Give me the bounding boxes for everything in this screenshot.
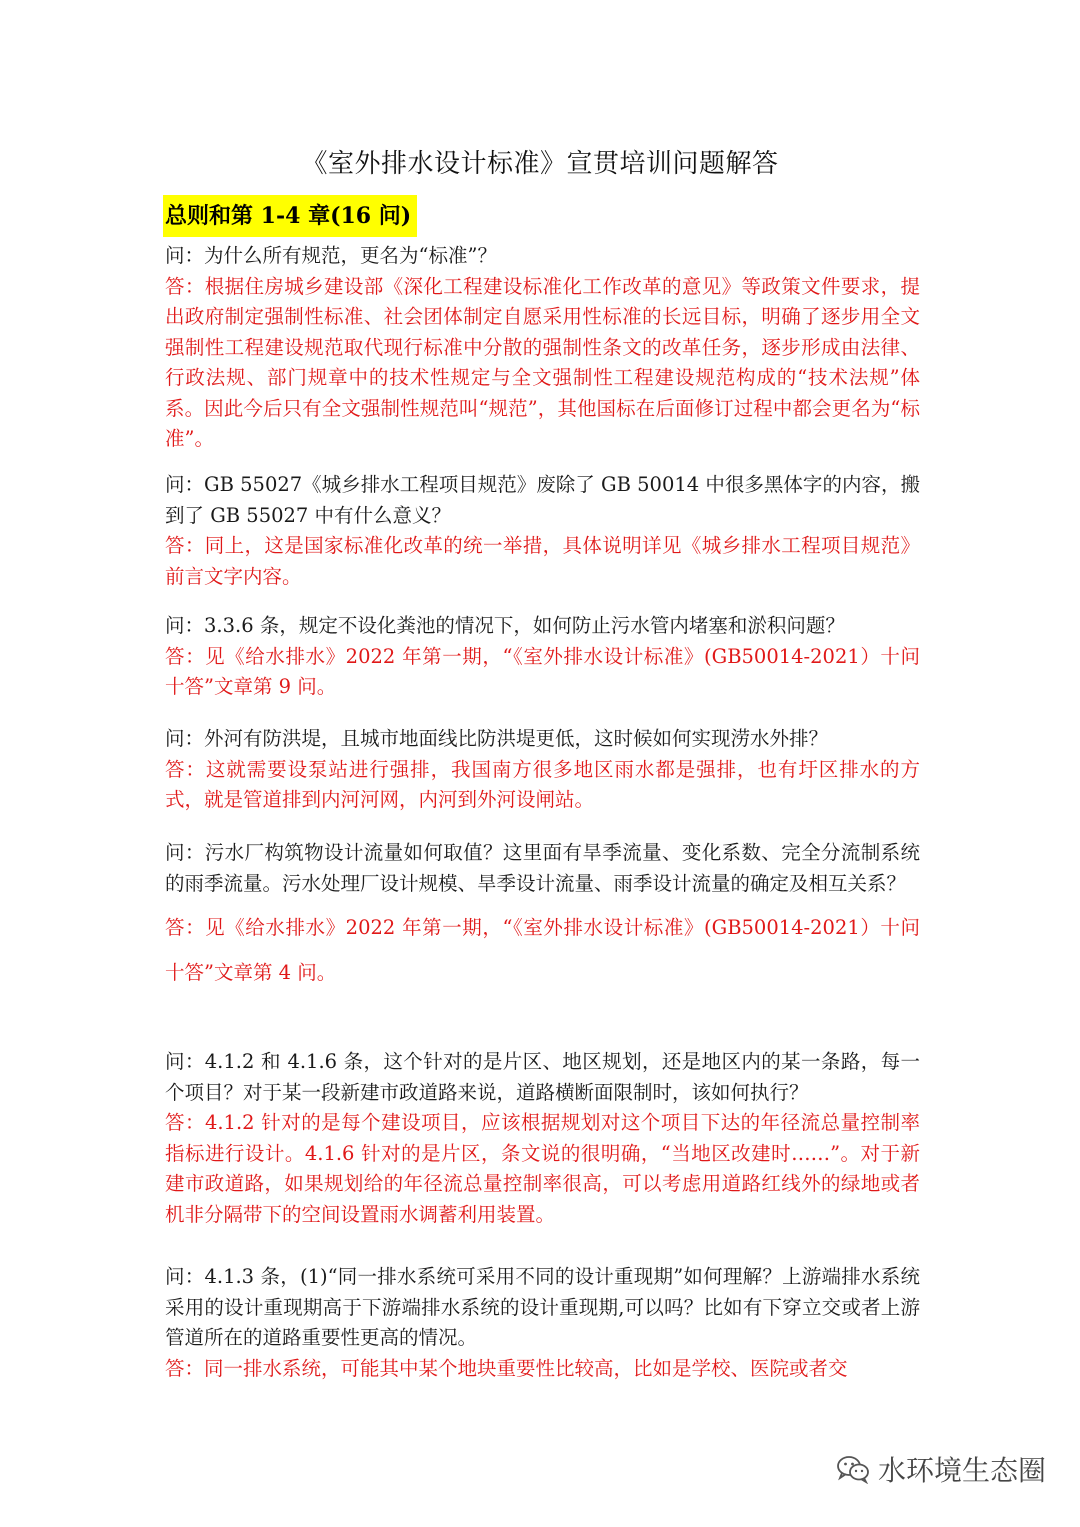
- question-6: 问：4.1.2 和 4.1.6 条，这个针对的是片区、地区规划，还是地区内的某一条路，每一个项目？对于某一段新建市政道路来说，道路横断面限制时，该如何执行？: [165, 1050, 920, 1104]
- qa-block-5: [165, 838, 920, 995]
- question-1: 问：为什么所有规范，更名为“标准”？: [165, 244, 497, 267]
- question-5: 问：污水厂构筑物设计流量如何取值？这里面有旱季流量、变化系数、完全分流制系统的雨季流量。污水处理厂设计规模、旱季设计流量、雨季设计流量的确定及相互关系？: [165, 841, 920, 895]
- watermark-text: 水环境生态圈: [877, 1454, 1046, 1487]
- watermark: [836, 1449, 1046, 1489]
- wechat-icon: [836, 1454, 870, 1484]
- question-2: 问：GB 55027《城乡排水工程项目规范》废除了 GB 50014 中很多黑体字的内容，搬到了 GB 55027 中有什么意义？: [165, 473, 920, 527]
- answer-1: 答：根据住房城乡建设部《深化工程建设标准化工作改革的意见》等政策文件要求，提出政府制定强制性标准、社会团体制定自愿采用性标准的长远目标，明确了逐步用全文强制性工程建设规范取代现行标准中分散的强制性条文的改革任务，逐步形成由法律、行政法规、部门规章中的技术性规定与全文强制性工程建设规范构成的“技术法规”体系。因此今后只有全文强制性规范叫“规范”，其他国标在后面修订过程中都会更名为“标准”。: [165, 274, 920, 450]
- qa-block-1: [165, 241, 920, 455]
- answer-2: 答：同上，这是国家标准化改革的统一举措，具体说明详见《城乡排水工程项目规范》前言文字内容。: [165, 534, 920, 588]
- qa-block-7: [165, 1262, 920, 1384]
- qa-block-4: [165, 724, 920, 816]
- qa-block-6: [165, 1047, 920, 1230]
- answer-6: 答：4.1.2 针对的是每个建设项目，应该根据规划对这个项目下达的年径流总量控制率指标进行设计。4.1.6 针对的是片区，条文说的很明确，“当地区改建时……”。对于新建市政道路，如果规划给的年径流总量控制率很高，可以考虑用道路红线外的绿地或者机非分隔带下的空间设置雨水调蓄利用装置。: [165, 1111, 920, 1226]
- question-3: 问：3.3.6 条，规定不设化粪池的情况下，如何防止污水管内堵塞和淤积问题？: [165, 614, 845, 637]
- page-title: 《室外排水设计标准》宣贯培训问题解答: [301, 149, 779, 179]
- qa-block-3: [165, 611, 920, 703]
- question-4: 问：外河有防洪堤，且城市地面线比防洪堤更低，这时候如何实现涝水外排？: [165, 727, 829, 750]
- question-7: 问：4.1.3 条，(1)“同一排水系统可采用不同的设计重现期”如何理解？上游端排水系统采用的设计重现期高于下游端排水系统的设计重现期,可以吗？比如有下穿立交或者上游管道所在的道路重要性更高的情况。: [165, 1265, 920, 1349]
- answer-5: 答：见《给水排水》2022 年第一期，“《室外排水设计标准》(GB50014-2021）十问十答”文章第 4 问。: [165, 916, 920, 984]
- qa-block-2: [165, 470, 920, 592]
- section-heading: 总则和第 1-4 章(16 问): [163, 195, 417, 237]
- answer-7: 答：同一排水系统，可能其中某个地块重要性比较高，比如是学校、医院或者交: [165, 1356, 848, 1380]
- answer-3: 答：见《给水排水》2022 年第一期，“《室外排水设计标准》(GB50014-2021）十问十答”文章第 9 问。: [165, 644, 920, 698]
- answer-4: 答：这就需要设泵站进行强排，我国南方很多地区雨水都是强排，也有圩区排水的方式，就是管道排到内河河网，内河到外河设闸站。: [165, 757, 920, 811]
